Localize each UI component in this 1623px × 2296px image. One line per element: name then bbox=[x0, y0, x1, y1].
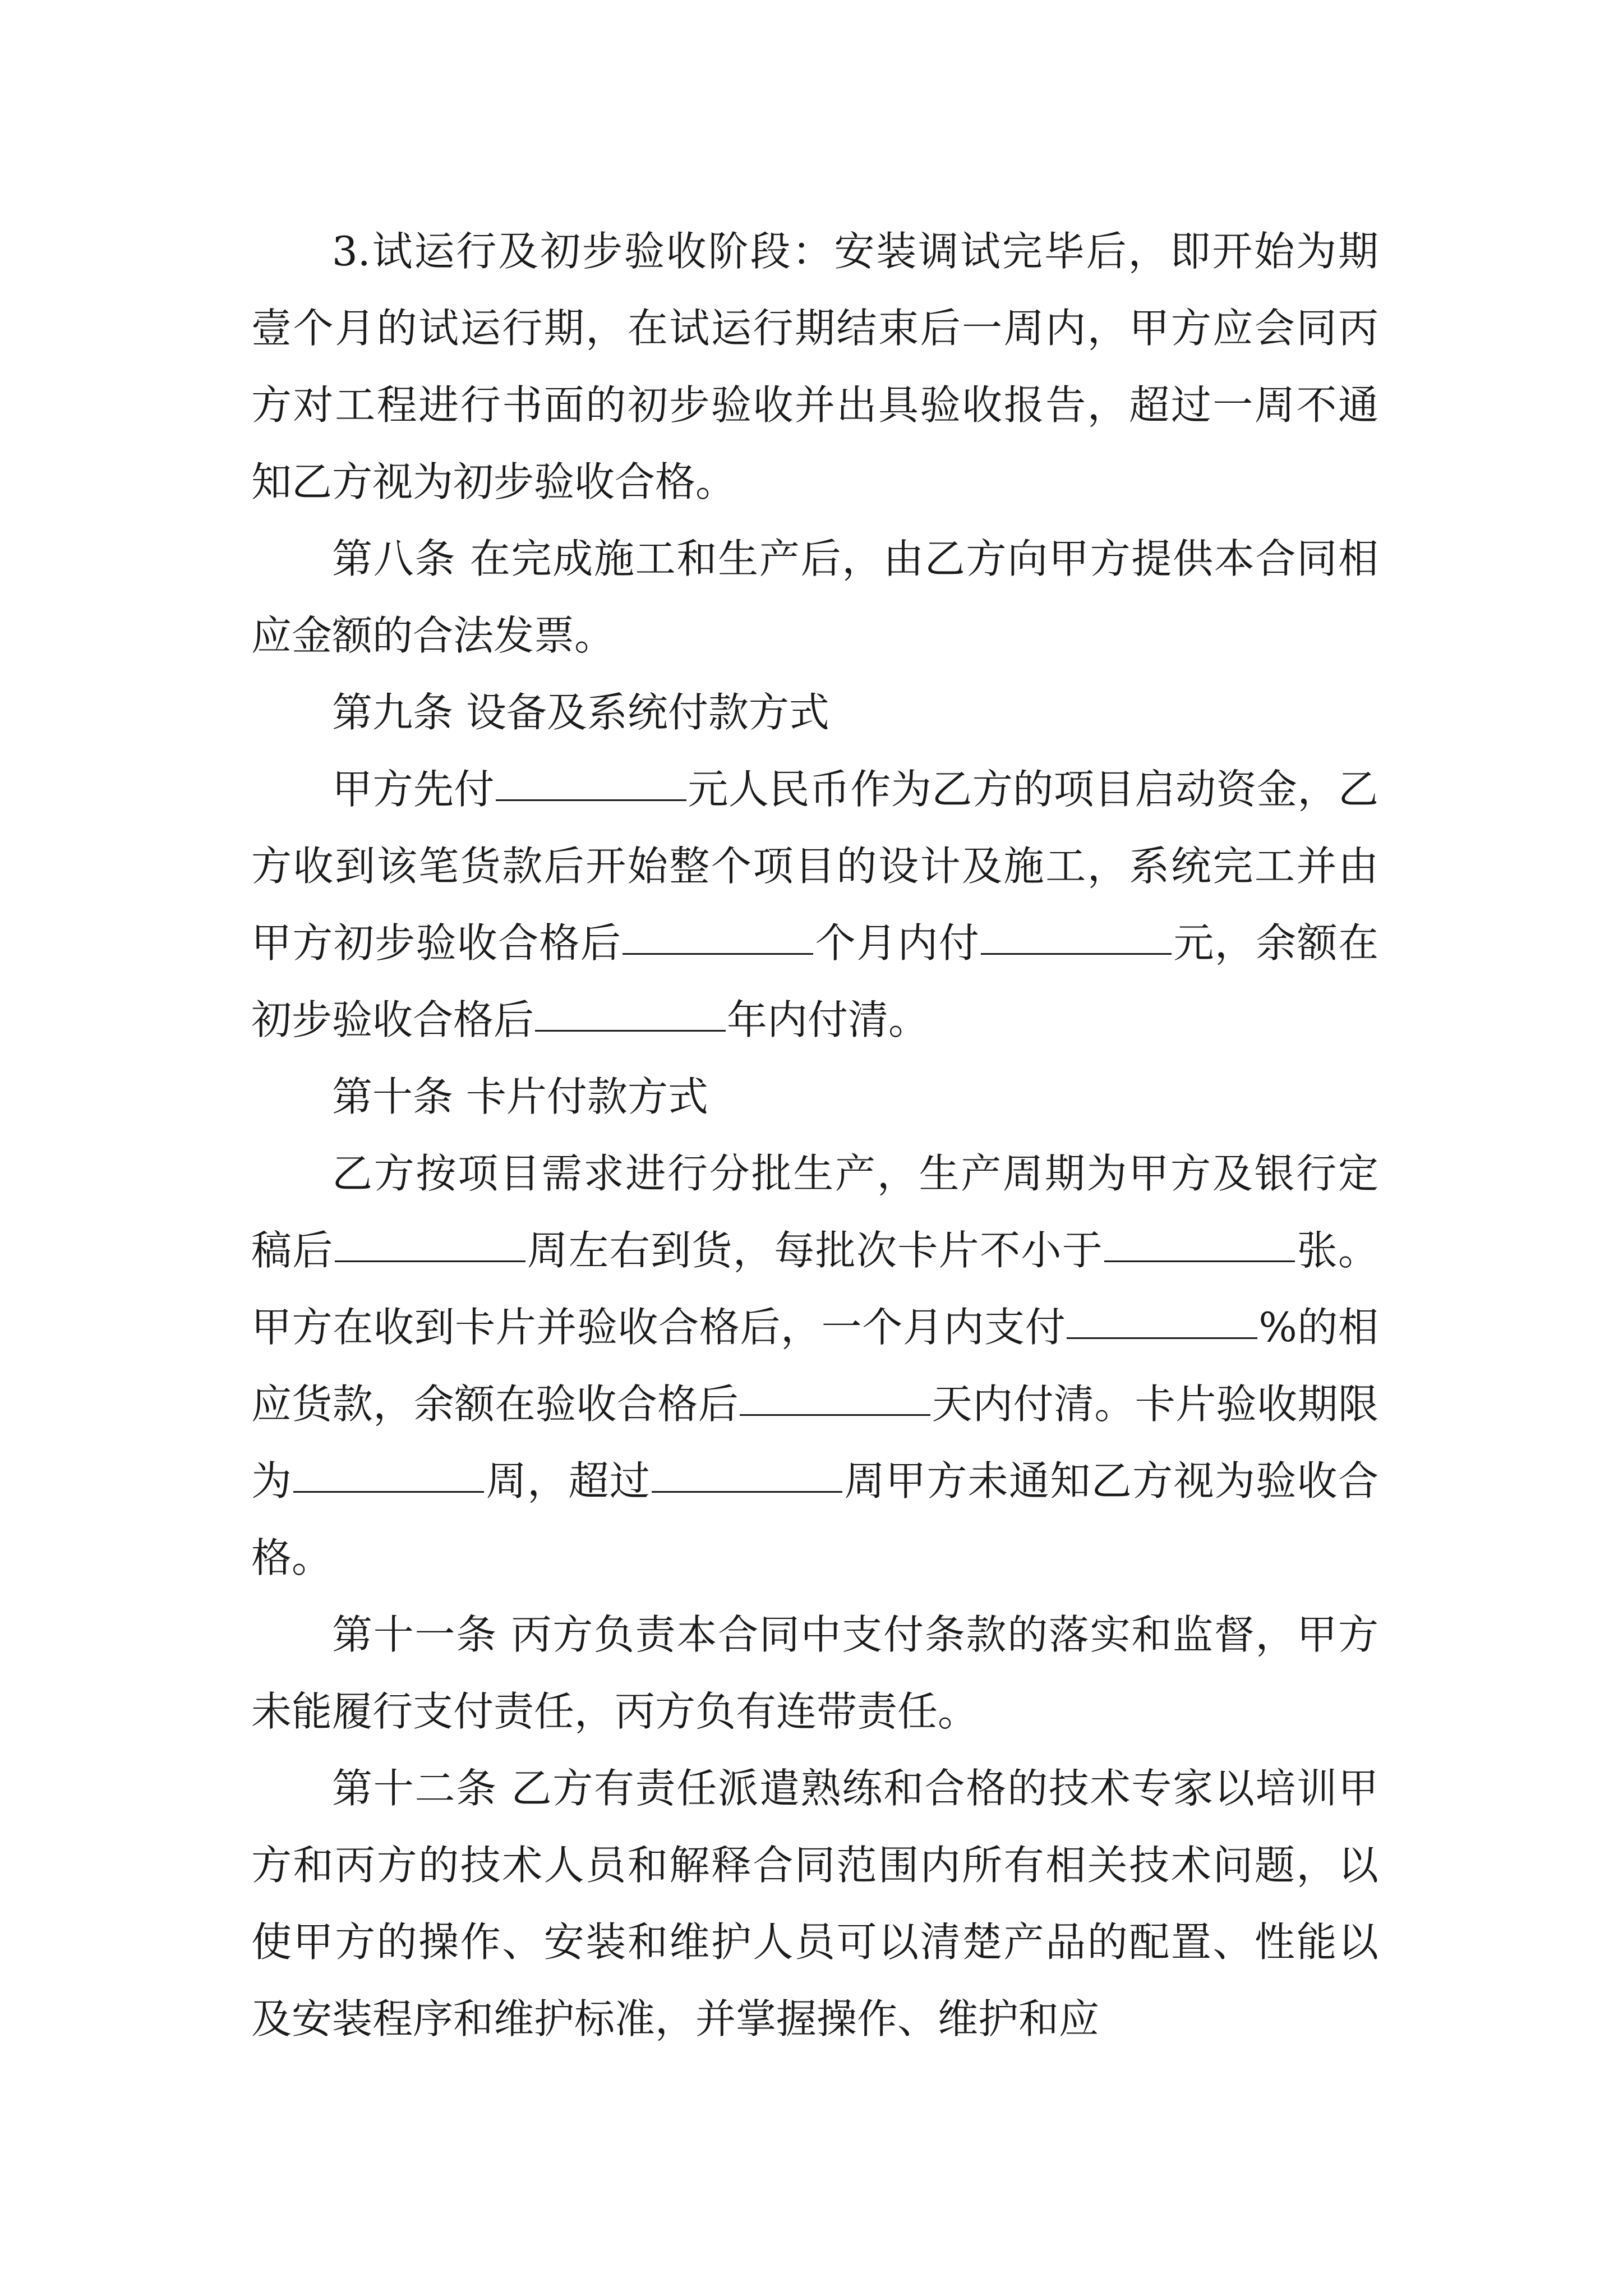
paragraph-article-12: 第十二条 乙方有责任派遣熟练和合格的技术专家以培训甲方和丙方的技术人员和解释合同范围内所有相关技术问题，以使甲方的操作、安装和维护人员可以清楚产品的配置、性能以及安装程序和维护标准，并掌握操作、维护和应 bbox=[251, 1765, 1378, 2042]
text-segment: 周甲方未通知乙方视为验收合格。 bbox=[251, 1457, 1378, 1581]
text-segment: 甲方先付 bbox=[332, 766, 495, 813]
blank-line bbox=[652, 1490, 842, 1493]
blank-line bbox=[981, 953, 1172, 955]
text-segment: 个月内付 bbox=[814, 919, 980, 967]
text-segment: 周左右到货，每批次卡片不小于 bbox=[526, 1227, 1104, 1274]
blank-line bbox=[335, 1260, 525, 1262]
paragraph-trial-run: 3.试运行及初步验收阶段：安装调试完毕后，即开始为期壹个月的试运行期，在试运行期结束后一周内，甲方应会同丙方对工程进行书面的初步验收并出具验收报告，超过一周不通知乙方视为初步验收合格。 bbox=[251, 228, 1378, 505]
text-segment: 元人民币作为乙方的项目启动资金，乙方收到该笔货款后开始整个项目的设计及施工，系统完工并由甲方初步验收合格后 bbox=[251, 766, 1378, 967]
blank-line bbox=[496, 799, 686, 801]
heading-article-10: 第十条 卡片付款方式 bbox=[332, 1073, 708, 1120]
paragraph-equipment-payment bbox=[251, 751, 1378, 1059]
blank-line bbox=[293, 1490, 484, 1493]
blank-line bbox=[623, 953, 813, 955]
blank-line bbox=[535, 1029, 726, 1032]
text-segment: 元，余额在初步验收合格后 bbox=[251, 919, 1378, 1043]
text-segment: 周，超过 bbox=[485, 1457, 651, 1504]
heading-article-9: 第九条 设备及系统付款方式 bbox=[332, 689, 829, 736]
text-segment: 天内付清。卡片验收期限为 bbox=[251, 1381, 1378, 1504]
paragraph-card-payment bbox=[251, 1135, 1378, 1596]
blank-line bbox=[740, 1414, 930, 1416]
text-segment: 张。甲方在收到卡片并验收合格后，一个月内支付 bbox=[251, 1227, 1378, 1351]
document-body bbox=[251, 213, 1378, 2058]
blank-line bbox=[1104, 1260, 1295, 1262]
paragraph-article-8: 第八条 在完成施工和生产后，由乙方向甲方提供本合同相应金额的合法发票。 bbox=[251, 535, 1378, 659]
paragraph-article-11: 第十一条 丙方负责本合同中支付条款的落实和监督，甲方未能履行支付责任，丙方负有连带责任。 bbox=[251, 1611, 1378, 1735]
blank-line bbox=[1067, 1337, 1257, 1339]
text-segment: %的相应货款，余额在验收合格后 bbox=[251, 1304, 1378, 1428]
text-segment: 年内付清。 bbox=[727, 996, 929, 1043]
text-segment: 乙方按项目需求进行分批生产，生产周期为甲方及银行定稿后 bbox=[251, 1150, 1378, 1274]
